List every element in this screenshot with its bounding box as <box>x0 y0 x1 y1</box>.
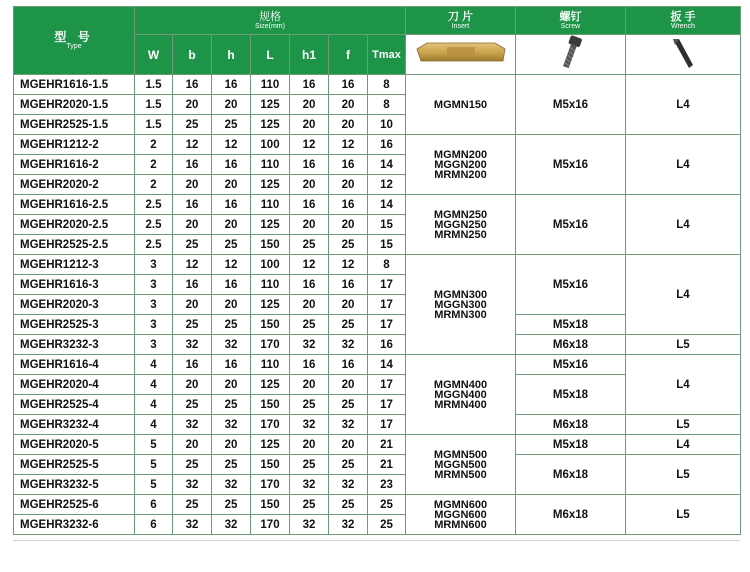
spec-cell-f: 20 <box>329 375 368 395</box>
spec-cell-f: 12 <box>329 135 368 155</box>
model-cell: MGEHR3232-6 <box>14 515 135 535</box>
spec-cell-w: 6 <box>135 515 173 535</box>
spec-cell-w: 3 <box>135 255 173 275</box>
spec-cell-h: 12 <box>212 255 251 275</box>
model-cell: MGEHR2020-2.5 <box>14 215 135 235</box>
insert-code: MGMN300 <box>433 288 488 301</box>
col-header-h1: h1 <box>290 35 329 75</box>
insert-code: MRMN500 <box>434 468 487 481</box>
header-spec <box>135 7 406 35</box>
screw-cell: M5x16 <box>516 195 626 255</box>
spec-cell-h1: 20 <box>290 95 329 115</box>
spec-cell-f: 20 <box>329 435 368 455</box>
spec-cell-h: 32 <box>212 415 251 435</box>
spec-cell-f: 16 <box>329 355 368 375</box>
spec-cell-h: 25 <box>212 115 251 135</box>
spec-cell-h: 16 <box>212 75 251 95</box>
spec-cell-w: 6 <box>135 495 173 515</box>
header-wrench-sub: Wrench <box>671 22 695 30</box>
spec-cell-w: 2 <box>135 135 173 155</box>
spec-cell-h: 32 <box>212 515 251 535</box>
spec-cell-l: 125 <box>251 435 290 455</box>
spec-cell-f: 25 <box>329 495 368 515</box>
spec-cell-h1: 25 <box>290 395 329 415</box>
spec-cell-w: 2 <box>135 155 173 175</box>
model-cell: MGEHR1616-2.5 <box>14 195 135 215</box>
model-cell: MGEHR1616-1.5 <box>14 75 135 95</box>
spec-cell-w: 3 <box>135 315 173 335</box>
model-cell: MGEHR3232-3 <box>14 335 135 355</box>
screw-cell: M5x16 <box>516 355 626 375</box>
spec-cell-tmax: 17 <box>368 415 406 435</box>
spec-cell-w: 4 <box>135 395 173 415</box>
model-cell: MGEHR1616-2 <box>14 155 135 175</box>
spec-cell-h: 20 <box>212 435 251 455</box>
bottom-divider <box>13 540 740 541</box>
spec-cell-tmax: 23 <box>368 475 406 495</box>
insert-code: MGGN600 <box>434 508 487 521</box>
spec-cell-h1: 32 <box>290 475 329 495</box>
insert-code: MGMN150 <box>433 98 488 111</box>
spec-cell-l: 170 <box>251 475 290 495</box>
spec-cell-l: 110 <box>251 195 290 215</box>
spec-cell-tmax: 8 <box>368 255 406 275</box>
spec-cell-l: 170 <box>251 515 290 535</box>
spec-cell-l: 150 <box>251 455 290 475</box>
spec-cell-b: 25 <box>173 315 212 335</box>
spec-cell-l: 125 <box>251 115 290 135</box>
spec-cell-tmax: 21 <box>368 455 406 475</box>
spec-cell-h1: 25 <box>290 495 329 515</box>
header-model <box>14 7 135 75</box>
insert-cell <box>406 195 516 255</box>
spec-cell-f: 32 <box>329 475 368 495</box>
insert-cell <box>406 435 516 495</box>
spec-table-frame <box>13 6 740 540</box>
spec-cell-h: 20 <box>212 375 251 395</box>
spec-cell-h: 25 <box>212 495 251 515</box>
spec-cell-h1: 20 <box>290 375 329 395</box>
spec-cell-w: 5 <box>135 455 173 475</box>
header-spec-sub: Size(mm) <box>255 22 285 30</box>
col-header-b: b <box>173 35 212 75</box>
spec-cell-tmax: 10 <box>368 115 406 135</box>
spec-cell-b: 20 <box>173 375 212 395</box>
spec-cell-f: 16 <box>329 75 368 95</box>
screw-cell: M5x16 <box>516 135 626 195</box>
spec-cell-tmax: 16 <box>368 135 406 155</box>
table-row <box>14 355 741 375</box>
screw-cell: M6x18 <box>516 415 626 435</box>
header-insert-sub: Insert <box>451 22 470 30</box>
spec-cell-h: 25 <box>212 315 251 335</box>
spec-cell-h: 25 <box>212 235 251 255</box>
spec-cell-w: 2.5 <box>135 195 173 215</box>
spec-cell-h: 16 <box>212 195 251 215</box>
spec-cell-l: 125 <box>251 175 290 195</box>
insert-cell <box>406 355 516 435</box>
spec-cell-b: 32 <box>173 475 212 495</box>
insert-code: MGMN250 <box>433 208 488 221</box>
allen-wrench-icon <box>663 35 703 71</box>
model-cell: MGEHR1616-3 <box>14 275 135 295</box>
wrench-cell: L4 <box>626 355 741 415</box>
spec-cell-b: 32 <box>173 515 212 535</box>
model-cell: MGEHR3232-4 <box>14 415 135 435</box>
screw-cell: M5x16 <box>516 255 626 315</box>
insert-code: MRMN200 <box>434 168 487 181</box>
model-cell: MGEHR2525-4 <box>14 395 135 415</box>
spec-cell-w: 1.5 <box>135 115 173 135</box>
spec-cell-tmax: 16 <box>368 335 406 355</box>
spec-cell-f: 16 <box>329 275 368 295</box>
screw-cell: M5x18 <box>516 435 626 455</box>
spec-cell-h1: 12 <box>290 255 329 275</box>
spec-cell-l: 150 <box>251 395 290 415</box>
spec-cell-f: 25 <box>329 235 368 255</box>
spec-cell-h1: 16 <box>290 155 329 175</box>
table-row <box>14 335 741 355</box>
model-cell: MGEHR2020-1.5 <box>14 95 135 115</box>
insert-code: MRMN250 <box>434 228 487 241</box>
model-cell: MGEHR2020-5 <box>14 435 135 455</box>
col-header-w: W <box>135 35 173 75</box>
header-wrench-label: 扳 手 <box>670 10 696 23</box>
spec-cell-f: 20 <box>329 295 368 315</box>
spec-cell-w: 5 <box>135 475 173 495</box>
spec-cell-f: 20 <box>329 175 368 195</box>
table-row <box>14 255 741 275</box>
model-cell: MGEHR2525-3 <box>14 315 135 335</box>
spec-cell-h: 20 <box>212 295 251 315</box>
spec-cell-b: 16 <box>173 75 212 95</box>
insert-cell <box>406 135 516 195</box>
spec-cell-h: 16 <box>212 355 251 375</box>
spec-cell-h1: 20 <box>290 175 329 195</box>
screw-cell: M5x18 <box>516 315 626 335</box>
spec-cell-h1: 25 <box>290 315 329 335</box>
screw-cell: M5x16 <box>516 75 626 135</box>
insert-code: MGMN200 <box>433 148 488 161</box>
insert-cell <box>406 495 516 535</box>
spec-cell-b: 16 <box>173 275 212 295</box>
spec-cell-h: 20 <box>212 175 251 195</box>
spec-cell-w: 2.5 <box>135 235 173 255</box>
spec-cell-f: 20 <box>329 115 368 135</box>
spec-cell-f: 20 <box>329 215 368 235</box>
header-screw <box>516 7 626 35</box>
spec-cell-h1: 32 <box>290 415 329 435</box>
insert-code: MGMN600 <box>433 498 488 511</box>
spec-cell-h1: 32 <box>290 335 329 355</box>
insert-code: MGGN300 <box>434 298 487 311</box>
spec-cell-w: 3 <box>135 295 173 315</box>
wrench-cell: L4 <box>626 75 741 135</box>
insert-image-cell <box>406 35 516 75</box>
spec-cell-h1: 20 <box>290 295 329 315</box>
header-wrench <box>626 7 741 35</box>
spec-cell-tmax: 21 <box>368 435 406 455</box>
spec-cell-w: 4 <box>135 375 173 395</box>
header-model-sub: Type <box>66 42 82 50</box>
wrench-image-cell <box>626 35 741 75</box>
table-row <box>14 455 741 475</box>
spec-cell-b: 20 <box>173 435 212 455</box>
spec-cell-w: 1.5 <box>135 75 173 95</box>
spec-cell-w: 5 <box>135 435 173 455</box>
col-header-l: L <box>251 35 290 75</box>
spec-cell-f: 20 <box>329 95 368 115</box>
model-cell: MGEHR1616-4 <box>14 355 135 375</box>
insert-code: MGGN500 <box>434 458 487 471</box>
spec-cell-w: 2.5 <box>135 215 173 235</box>
spec-cell-f: 12 <box>329 255 368 275</box>
spec-cell-f: 32 <box>329 335 368 355</box>
insert-cell <box>406 75 516 135</box>
spec-cell-b: 25 <box>173 455 212 475</box>
wrench-cell: L5 <box>626 415 741 435</box>
header-screw-sub: Screw <box>560 22 581 30</box>
spec-cell-h: 25 <box>212 395 251 415</box>
spec-cell-w: 3 <box>135 275 173 295</box>
spec-table-body <box>14 75 741 535</box>
spec-cell-b: 25 <box>173 495 212 515</box>
spec-cell-l: 125 <box>251 375 290 395</box>
spec-cell-b: 25 <box>173 235 212 255</box>
insert-code: MGGN250 <box>434 218 487 231</box>
insert-code: MRMN300 <box>434 308 487 321</box>
spec-cell-h1: 20 <box>290 215 329 235</box>
spec-cell-l: 150 <box>251 235 290 255</box>
spec-cell-b: 25 <box>173 115 212 135</box>
spec-cell-b: 25 <box>173 395 212 415</box>
spec-cell-l: 110 <box>251 155 290 175</box>
spec-cell-tmax: 14 <box>368 195 406 215</box>
model-cell: MGEHR2525-1.5 <box>14 115 135 135</box>
spec-cell-tmax: 25 <box>368 495 406 515</box>
model-cell: MGEHR2525-6 <box>14 495 135 515</box>
table-row <box>14 495 741 515</box>
spec-cell-l: 110 <box>251 75 290 95</box>
header-model-label: 型 号 <box>54 29 94 44</box>
spec-cell-l: 170 <box>251 415 290 435</box>
grooving-insert-icon <box>413 39 509 67</box>
hex-screw-icon <box>551 35 591 71</box>
spec-cell-w: 1.5 <box>135 95 173 115</box>
spec-cell-tmax: 15 <box>368 235 406 255</box>
header-insert <box>406 7 516 35</box>
table-row <box>14 195 741 215</box>
spec-cell-f: 32 <box>329 415 368 435</box>
screw-cell: M6x18 <box>516 455 626 495</box>
spec-cell-l: 125 <box>251 215 290 235</box>
model-cell: MGEHR1212-2 <box>14 135 135 155</box>
screw-cell: M6x18 <box>516 495 626 535</box>
spec-cell-b: 12 <box>173 135 212 155</box>
screw-cell: M6x18 <box>516 335 626 355</box>
spec-cell-b: 16 <box>173 155 212 175</box>
spec-cell-tmax: 17 <box>368 275 406 295</box>
screw-image-cell <box>516 35 626 75</box>
spec-cell-tmax: 8 <box>368 95 406 115</box>
col-header-tmax: Tmax <box>368 35 406 75</box>
spec-cell-h: 16 <box>212 155 251 175</box>
spec-cell-l: 100 <box>251 135 290 155</box>
spec-cell-l: 150 <box>251 315 290 335</box>
spec-cell-h1: 20 <box>290 115 329 135</box>
insert-code: MGMN400 <box>433 378 488 391</box>
spec-cell-tmax: 17 <box>368 375 406 395</box>
model-cell: MGEHR2020-4 <box>14 375 135 395</box>
insert-code: MRMN600 <box>434 518 487 531</box>
table-row <box>14 75 741 95</box>
spec-cell-f: 16 <box>329 195 368 215</box>
spec-cell-b: 20 <box>173 215 212 235</box>
spec-cell-l: 125 <box>251 95 290 115</box>
spec-cell-h1: 16 <box>290 355 329 375</box>
spec-cell-w: 2 <box>135 175 173 195</box>
spec-cell-tmax: 8 <box>368 75 406 95</box>
spec-cell-h: 16 <box>212 275 251 295</box>
spec-cell-l: 100 <box>251 255 290 275</box>
spec-cell-w: 4 <box>135 355 173 375</box>
spec-cell-h: 12 <box>212 135 251 155</box>
spec-cell-f: 25 <box>329 455 368 475</box>
insert-code: MGGN200 <box>434 158 487 171</box>
wrench-cell: L5 <box>626 495 741 535</box>
model-cell: MGEHR2525-5 <box>14 455 135 475</box>
spec-cell-b: 32 <box>173 415 212 435</box>
screw-cell: M5x18 <box>516 375 626 415</box>
table-row <box>14 415 741 435</box>
spec-cell-h1: 16 <box>290 275 329 295</box>
spec-cell-l: 110 <box>251 355 290 375</box>
insert-cell <box>406 255 516 355</box>
wrench-cell: L4 <box>626 435 741 455</box>
model-cell: MGEHR3232-5 <box>14 475 135 495</box>
spec-cell-h: 20 <box>212 95 251 115</box>
table-row <box>14 135 741 155</box>
spec-cell-f: 25 <box>329 395 368 415</box>
spec-cell-l: 125 <box>251 295 290 315</box>
spec-cell-tmax: 14 <box>368 355 406 375</box>
table-row <box>14 435 741 455</box>
spec-cell-b: 12 <box>173 255 212 275</box>
spec-cell-tmax: 25 <box>368 515 406 535</box>
insert-code: MGMN500 <box>433 448 488 461</box>
spec-cell-b: 16 <box>173 355 212 375</box>
spec-cell-h1: 16 <box>290 195 329 215</box>
spec-cell-f: 16 <box>329 155 368 175</box>
wrench-cell: L5 <box>626 455 741 495</box>
wrench-cell: L4 <box>626 195 741 255</box>
spec-cell-w: 3 <box>135 335 173 355</box>
insert-code: MRMN400 <box>434 398 487 411</box>
spec-cell-tmax: 17 <box>368 295 406 315</box>
spec-cell-l: 150 <box>251 495 290 515</box>
header-insert-label: 刀 片 <box>447 10 474 23</box>
col-header-h: h <box>212 35 251 75</box>
spec-cell-tmax: 12 <box>368 175 406 195</box>
spec-cell-b: 20 <box>173 175 212 195</box>
insert-code: MGGN400 <box>434 388 487 401</box>
spec-cell-f: 32 <box>329 515 368 535</box>
spec-cell-h: 25 <box>212 455 251 475</box>
header-spec-label: 规格 <box>259 10 281 23</box>
model-cell: MGEHR1212-3 <box>14 255 135 275</box>
header-screw-label: 螺钉 <box>559 10 582 23</box>
model-cell: MGEHR2020-2 <box>14 175 135 195</box>
spec-cell-h1: 32 <box>290 515 329 535</box>
spec-cell-tmax: 14 <box>368 155 406 175</box>
model-cell: MGEHR2020-3 <box>14 295 135 315</box>
spec-cell-w: 4 <box>135 415 173 435</box>
spec-cell-f: 25 <box>329 315 368 335</box>
spec-cell-h1: 25 <box>290 455 329 475</box>
model-cell: MGEHR2525-2.5 <box>14 235 135 255</box>
spec-cell-h: 32 <box>212 335 251 355</box>
spec-cell-b: 16 <box>173 195 212 215</box>
spec-cell-h1: 25 <box>290 235 329 255</box>
wrench-cell: L4 <box>626 135 741 195</box>
spec-cell-h: 20 <box>212 215 251 235</box>
wrench-cell: L5 <box>626 335 741 355</box>
wrench-cell: L4 <box>626 255 741 335</box>
spec-cell-tmax: 15 <box>368 215 406 235</box>
spec-cell-b: 20 <box>173 95 212 115</box>
spec-cell-h1: 12 <box>290 135 329 155</box>
spec-cell-tmax: 17 <box>368 395 406 415</box>
spec-cell-h: 32 <box>212 475 251 495</box>
spec-cell-tmax: 17 <box>368 315 406 335</box>
spec-cell-h1: 16 <box>290 75 329 95</box>
col-header-f: f <box>329 35 368 75</box>
spec-cell-h1: 20 <box>290 435 329 455</box>
spec-cell-l: 170 <box>251 335 290 355</box>
spec-cell-b: 20 <box>173 295 212 315</box>
spec-cell-b: 32 <box>173 335 212 355</box>
spec-cell-l: 110 <box>251 275 290 295</box>
grooving-tool-spec-table <box>13 6 741 535</box>
